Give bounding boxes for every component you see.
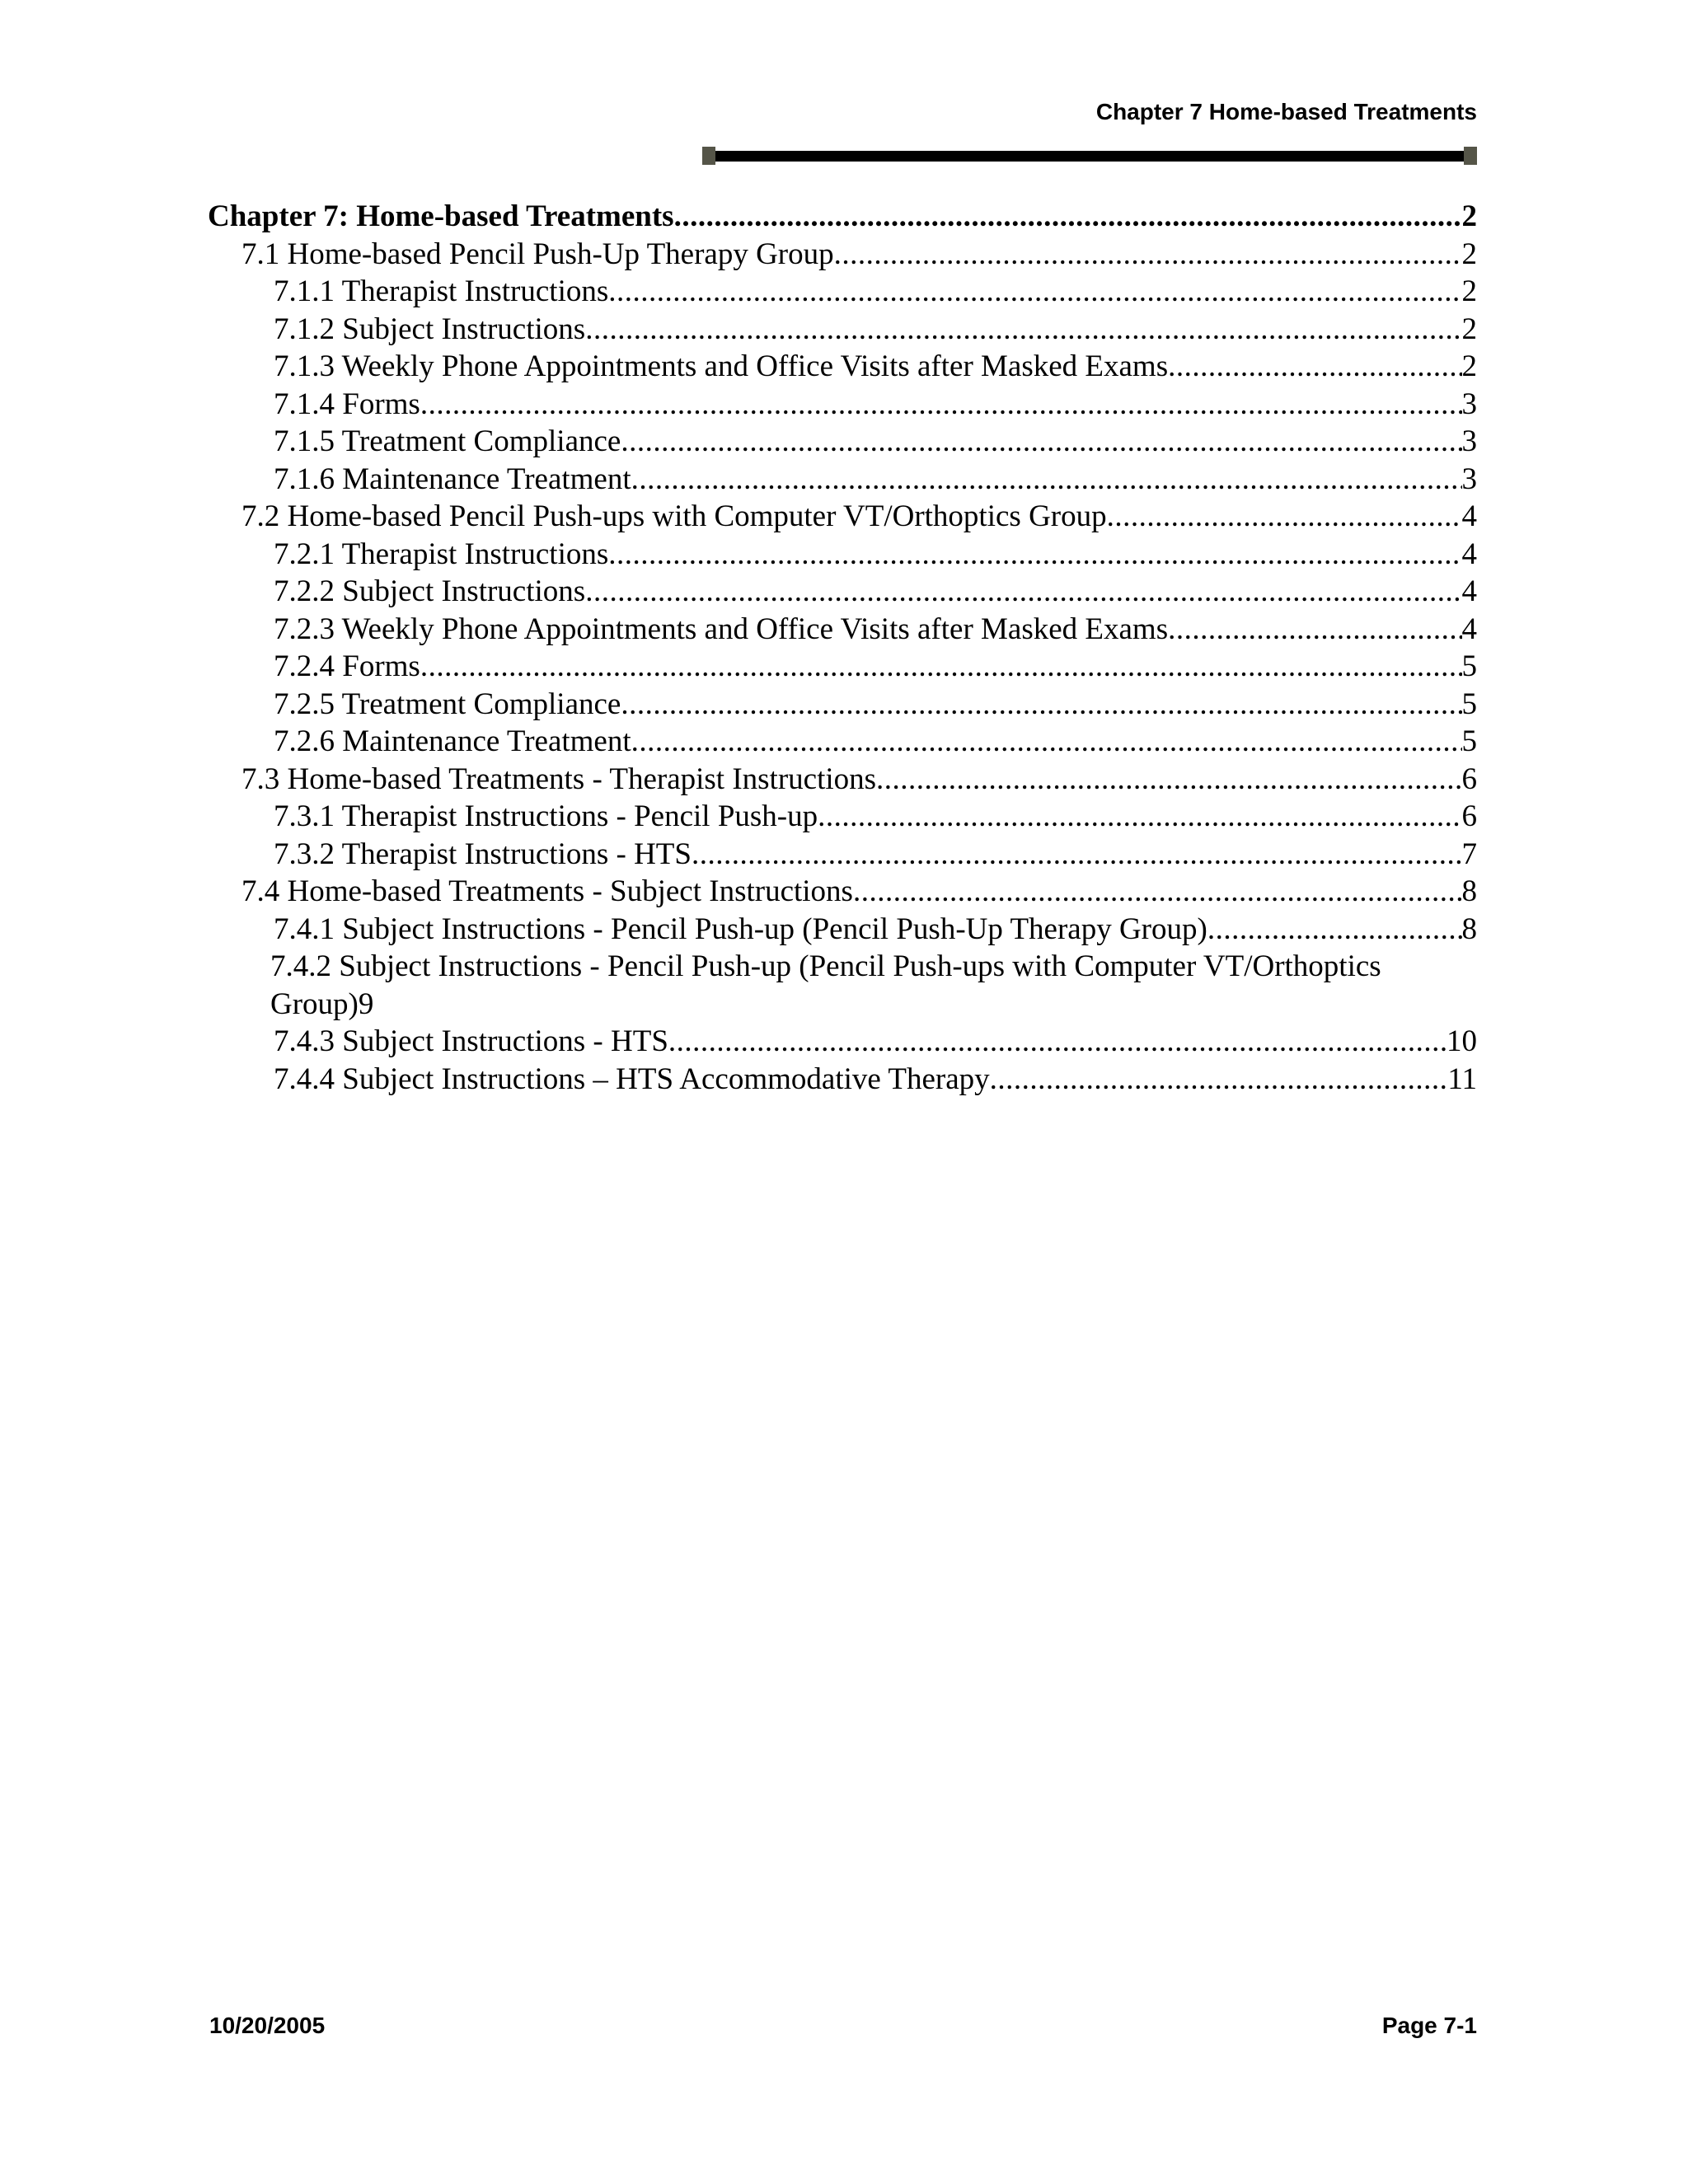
toc-leader-dots [692, 836, 1462, 874]
toc-entry[interactable] [208, 273, 1477, 311]
toc-entry-label: 7.1.3 Weekly Phone Appointments and Office Visits after Masked Exams [274, 349, 1169, 383]
toc-entry-page: 6 [1461, 762, 1477, 796]
toc-entry-label: 7.2.2 Subject Instructions [274, 574, 586, 608]
toc-leader-dots [1168, 348, 1461, 386]
toc-entry[interactable] [208, 611, 1477, 649]
toc-leader-dots [1168, 611, 1461, 649]
toc-entry-label: 7.2.1 Therapist Instructions [274, 537, 609, 571]
toc-entry-label: 7.2 Home-based Pencil Push-ups with Computer VT/Orthoptics Group [241, 499, 1107, 533]
toc-leader-dots [834, 236, 1462, 274]
toc-entry[interactable] [208, 836, 1477, 874]
toc-entry[interactable] [208, 723, 1477, 761]
footer-page-number: Page 7-1 [1381, 2013, 1477, 2038]
toc-entry-page: 3 [1461, 387, 1477, 421]
toc-entry[interactable] [208, 1023, 1477, 1061]
toc-entry-page: 4 [1461, 612, 1477, 646]
toc-entry-label: 7.1.1 Therapist Instructions [274, 274, 609, 308]
running-header-title: Chapter 7 Home-based Treatments [1095, 99, 1477, 124]
toc-entry-label: 7.2.6 Maintenance Treatment [274, 724, 631, 758]
toc-entry[interactable] [208, 198, 1477, 236]
toc-leader-dots [585, 573, 1461, 611]
toc-entry-page: 7 [1461, 837, 1477, 871]
toc-entry-label-line1: 7.4.2 Subject Instructions - Pencil Push-up (Pencil Push-ups with Computer VT/Orthoptics [270, 949, 1381, 983]
toc-leader-dots [631, 461, 1462, 499]
toc-leader-dots [674, 198, 1462, 236]
toc-entry-label: 7.1 Home-based Pencil Push-Up Therapy Group [241, 237, 834, 271]
toc-leader-dots [608, 273, 1461, 311]
toc-leader-dots [853, 873, 1462, 911]
toc-leader-dots [621, 686, 1461, 724]
rule-cap-left [702, 147, 715, 165]
toc-entry[interactable] [208, 911, 1477, 949]
toc-entry[interactable] [208, 498, 1477, 536]
toc-entry[interactable] [208, 311, 1477, 349]
toc-entry-page: 8 [1461, 912, 1477, 946]
toc-leader-dots [631, 723, 1462, 761]
toc-entry-page: 4 [1461, 537, 1477, 571]
toc-leader-dots [1107, 498, 1462, 536]
toc-entry-page: 2 [1461, 349, 1477, 383]
toc-leader-dots [668, 1023, 1447, 1061]
toc-entry-label: 7.2.4 Forms [274, 649, 420, 683]
toc-entry-page: 3 [1461, 462, 1477, 496]
toc-entry-page: 2 [1461, 274, 1477, 308]
header-rule [702, 151, 1477, 162]
toc-entry[interactable] [208, 423, 1477, 461]
toc-entry-label: 7.4 Home-based Treatments - Subject Instructions [241, 874, 853, 908]
toc-entry-label: 7.3 Home-based Treatments - Therapist Instructions [241, 762, 877, 796]
toc-leader-dots [608, 536, 1461, 574]
toc-entry[interactable] [208, 573, 1477, 611]
toc-entry-page: 2 [1461, 237, 1477, 271]
toc-entry-page: 8 [1461, 874, 1477, 908]
toc-leader-dots [818, 798, 1461, 836]
toc-entry[interactable] [208, 348, 1477, 386]
toc-entry-label: 7.1.2 Subject Instructions [274, 312, 586, 346]
toc-leader-dots [876, 761, 1461, 799]
toc-entry-page: 11 [1447, 1062, 1477, 1096]
toc-entry[interactable] [208, 761, 1477, 799]
toc-entry[interactable] [208, 686, 1477, 724]
toc-entry-page: 3 [1461, 424, 1477, 458]
toc-entry-label: 7.1.6 Maintenance Treatment [274, 462, 631, 496]
rule-cap-right [1464, 147, 1477, 165]
toc-leader-dots [585, 311, 1461, 349]
toc-entry-page: 4 [1461, 499, 1477, 533]
toc-entry[interactable] [208, 536, 1477, 574]
toc-entry-label: 7.4.1 Subject Instructions - Pencil Push-up (Pencil Push-Up Therapy Group) [274, 912, 1207, 946]
toc-entry-page: 2 [1461, 199, 1477, 233]
toc-entry-label: Chapter 7: Home-based Treatments [208, 199, 674, 233]
toc-entry-page: 5 [1461, 649, 1477, 683]
toc-entry-label: 7.3.1 Therapist Instructions - Pencil Push-up [274, 799, 818, 833]
toc-entry-label: 7.1.4 Forms [274, 387, 420, 421]
toc-entry-label: 7.4.3 Subject Instructions - HTS [274, 1024, 668, 1058]
toc-entry-page: 10 [1447, 1024, 1477, 1058]
toc-entry-page: 4 [1461, 574, 1477, 608]
toc-entry-page: 5 [1461, 687, 1477, 721]
toc-entry-page: 2 [1461, 312, 1477, 346]
toc-entry-label: 7.2.5 Treatment Compliance [274, 687, 621, 721]
toc-entry-page: 6 [1461, 799, 1477, 833]
toc-leader-dots [420, 648, 1462, 686]
toc-leader-dots [420, 386, 1462, 424]
toc-entry[interactable] [208, 798, 1477, 836]
toc-entry[interactable] [208, 461, 1477, 499]
toc-leader-dots [1207, 911, 1462, 949]
toc-leader-dots [621, 423, 1461, 461]
toc-entry-label-line2: Group) [270, 987, 359, 1021]
toc-leader-dots [990, 1061, 1448, 1099]
toc-entry-label: 7.2.3 Weekly Phone Appointments and Office Visits after Masked Exams [274, 612, 1169, 646]
toc-entry-label: 7.1.5 Treatment Compliance [274, 424, 621, 458]
toc-entry[interactable] [208, 236, 1477, 274]
toc-entry-page: 5 [1461, 724, 1477, 758]
toc-entry[interactable] [208, 386, 1477, 424]
toc-entry[interactable] [208, 648, 1477, 686]
table-of-contents [208, 198, 1477, 1098]
toc-entry-label: 7.4.4 Subject Instructions – HTS Accommodative Therapy [274, 1062, 990, 1096]
footer-date: 10/20/2005 [209, 2013, 326, 2038]
toc-entry-7-4-2[interactable] [208, 948, 1477, 1023]
toc-entry-page: 9 [358, 987, 374, 1021]
toc-entry-label: 7.3.2 Therapist Instructions - HTS [274, 837, 692, 871]
toc-entry[interactable] [208, 873, 1477, 911]
toc-entry[interactable] [208, 1061, 1477, 1099]
